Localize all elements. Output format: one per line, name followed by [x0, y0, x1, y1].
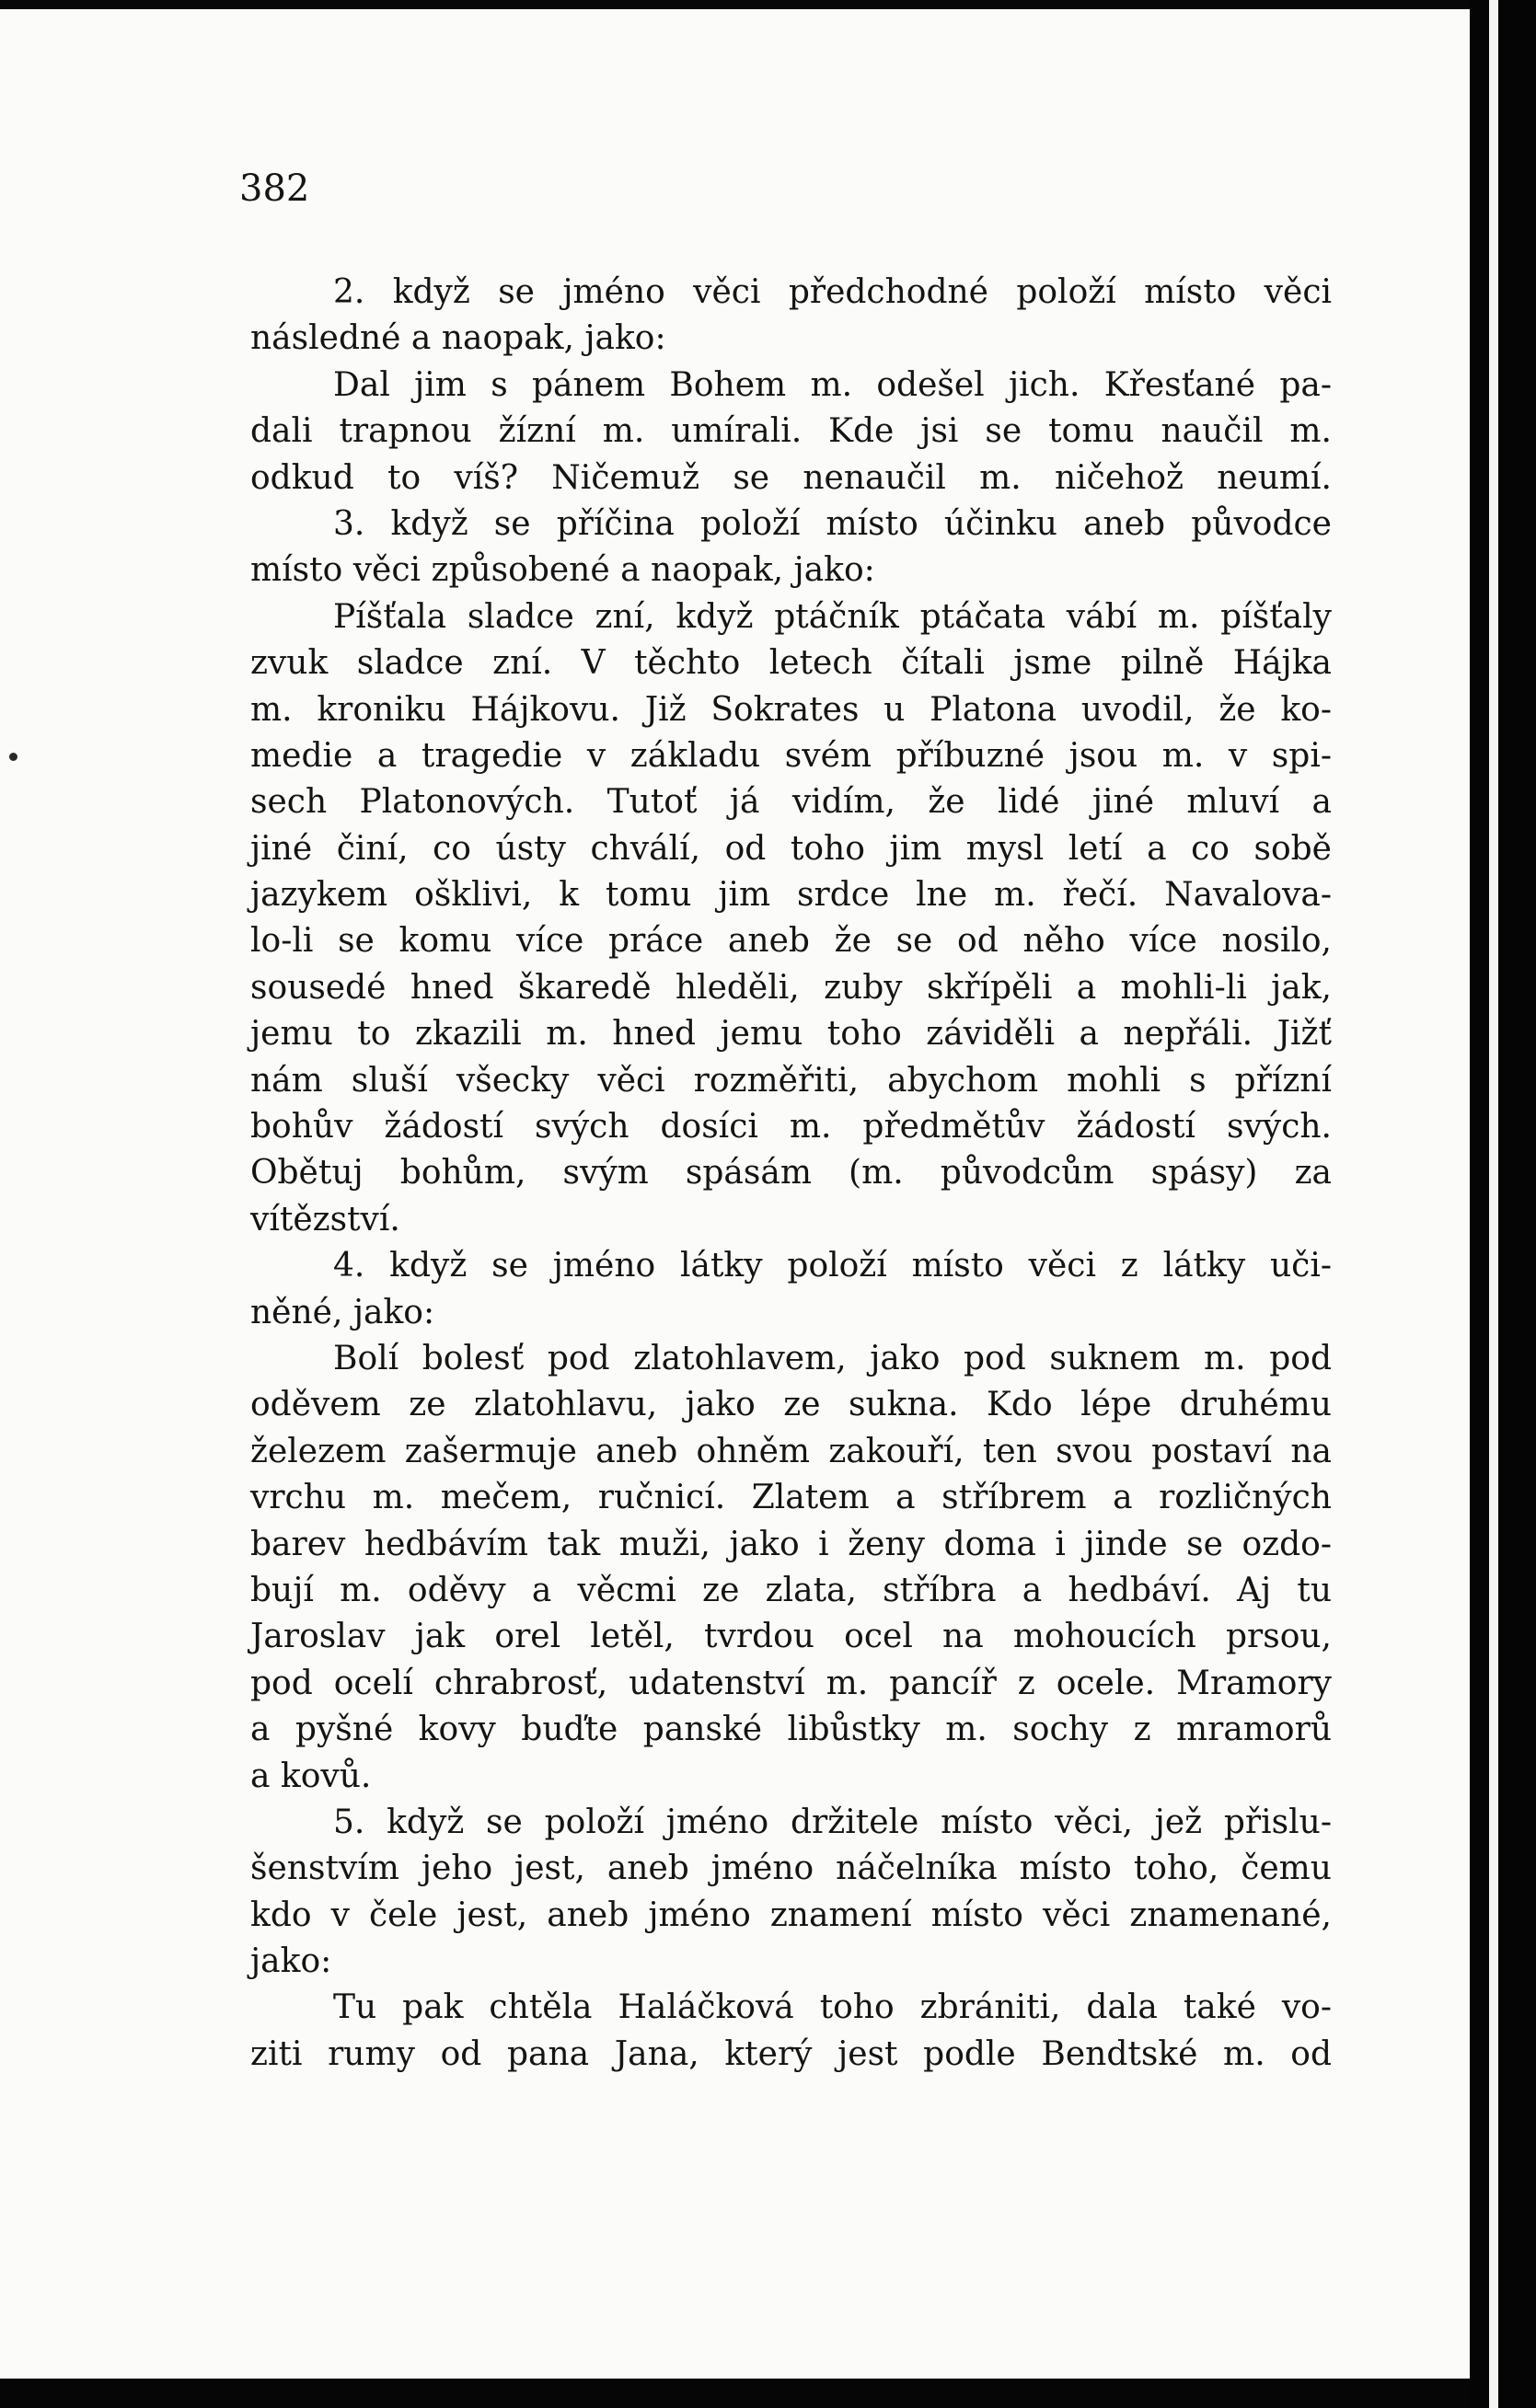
- text-line: Píšťala sladce zní, když ptáčník ptáčata vábí m. píšťaly: [333, 597, 1332, 636]
- text-line: Jaroslav jak orel letěl, tvrdou ocel na mohoucích prsou,: [250, 1618, 1332, 1656]
- text-line: m. kroniku Hájkovu. Již Sokrates u Platona uvodil, že ko-: [250, 690, 1332, 729]
- scan-right-border: [1470, 0, 1536, 2408]
- text-line: sousedé hned škaredě hleděli, zuby skřípěli a mohli-li jak,: [250, 968, 1332, 1007]
- text-line: bují m. oděvy a věcmi ze zlata, stříbra a hedbáví. Aj tu: [250, 1571, 1332, 1609]
- text-line: Obětuj bohům, svým spásám (m. původcům spásy) za: [250, 1154, 1332, 1192]
- text-line: vrchu m. mečem, ručnicí. Zlatem a stříbrem a rozličných: [250, 1479, 1332, 1517]
- text-line: a pyšné kovy buďte panské libůstky m. sochy z mramorů: [250, 1711, 1332, 1749]
- text-line: jako:: [250, 1942, 332, 1981]
- text-line: místo věci způsobené a naopak, jako:: [250, 551, 875, 590]
- adjacent-page-edge: [1489, 0, 1498, 2408]
- text-line: nám sluší všecky věci rozměřiti, abychom mohli s přízní: [250, 1061, 1332, 1100]
- text-line: Dal jim s pánem Bohem m. odešel jich. Křesťané pa-: [333, 365, 1332, 404]
- text-line: 5. když se položí jméno držitele místo věci, jež přislu-: [333, 1803, 1332, 1841]
- text-line: oděvem ze zlatohlavu, jako ze sukna. Kdo lépe druhému: [250, 1386, 1332, 1424]
- text-line: kdo v čele jest, aneb jméno znamení místo věci znamenané,: [250, 1895, 1332, 1934]
- text-line: lo-li se komu více práce aneb že se od něho více nosilo,: [250, 922, 1332, 961]
- text-line: sech Platonových. Tutoť já vidím, že lidé jiné mluví a: [250, 783, 1332, 822]
- book-page: [0, 9, 1470, 2379]
- page-number: 382: [239, 167, 310, 210]
- text-line: následné a naopak, jako:: [250, 319, 666, 358]
- text-line: 2. když se jméno věci předchodné položí místo věci: [333, 273, 1332, 311]
- page-text: [250, 270, 1332, 2078]
- text-line: zvuk sladce zní. V těchto letech čítali jsme pilně Hájka: [250, 644, 1332, 683]
- text-line: pod ocelí chrabrosť, udatenství m. pancíř z ocele. Mramory: [250, 1664, 1332, 1702]
- text-line: medie a tragedie v základu svém příbuzné jsou m. v spi-: [250, 736, 1332, 775]
- text-line: jemu to zkazili m. hned jemu toho záviděli a nepřáli. Jižť: [250, 1015, 1332, 1054]
- text-line: Bolí bolesť pod zlatohlavem, jako pod suknem m. pod: [333, 1339, 1332, 1377]
- text-line: vítězství.: [250, 1200, 400, 1239]
- text-line: a kovů.: [250, 1757, 372, 1795]
- scan-top-border: [0, 0, 1536, 9]
- text-line: 4. když se jméno látky položí místo věci z látky uči-: [333, 1247, 1332, 1285]
- text-line: dali trapnou žízní m. umírali. Kde jsi se tomu naučil m.: [250, 412, 1332, 451]
- text-line: bohův žádostí svých dosíci m. předmětův žádostí svých.: [250, 1108, 1332, 1146]
- text-line: něné, jako:: [250, 1293, 435, 1331]
- text-line: odkud to víš? Ničemuž se nenaučil m. ničehož neumí.: [250, 458, 1332, 497]
- text-line: barev hedbávím tak muži, jako i ženy doma i jinde se ozdo-: [250, 1525, 1332, 1563]
- text-line: jazykem ošklivi, k tomu jim srdce lne m. řečí. Navalova-: [250, 876, 1332, 915]
- scan-speck: [9, 753, 17, 761]
- text-line: Tu pak chtěla Haláčková toho zbrániti, dala také vo-: [333, 1988, 1332, 2027]
- text-line: ziti rumy od pana Jana, který jest podle Bendtské m. od: [250, 2034, 1332, 2073]
- text-line: železem zašermuje aneb ohněm zakouří, ten svou postaví na: [250, 1432, 1332, 1470]
- text-line: jiné činí, co ústy chválí, od toho jim mysl letí a co sobě: [250, 829, 1332, 868]
- text-line: šenstvím jeho jest, aneb jméno náčelníka místo toho, čemu: [250, 1849, 1332, 1888]
- text-line: 3. když se příčina položí místo účinku aneb původce: [333, 504, 1332, 543]
